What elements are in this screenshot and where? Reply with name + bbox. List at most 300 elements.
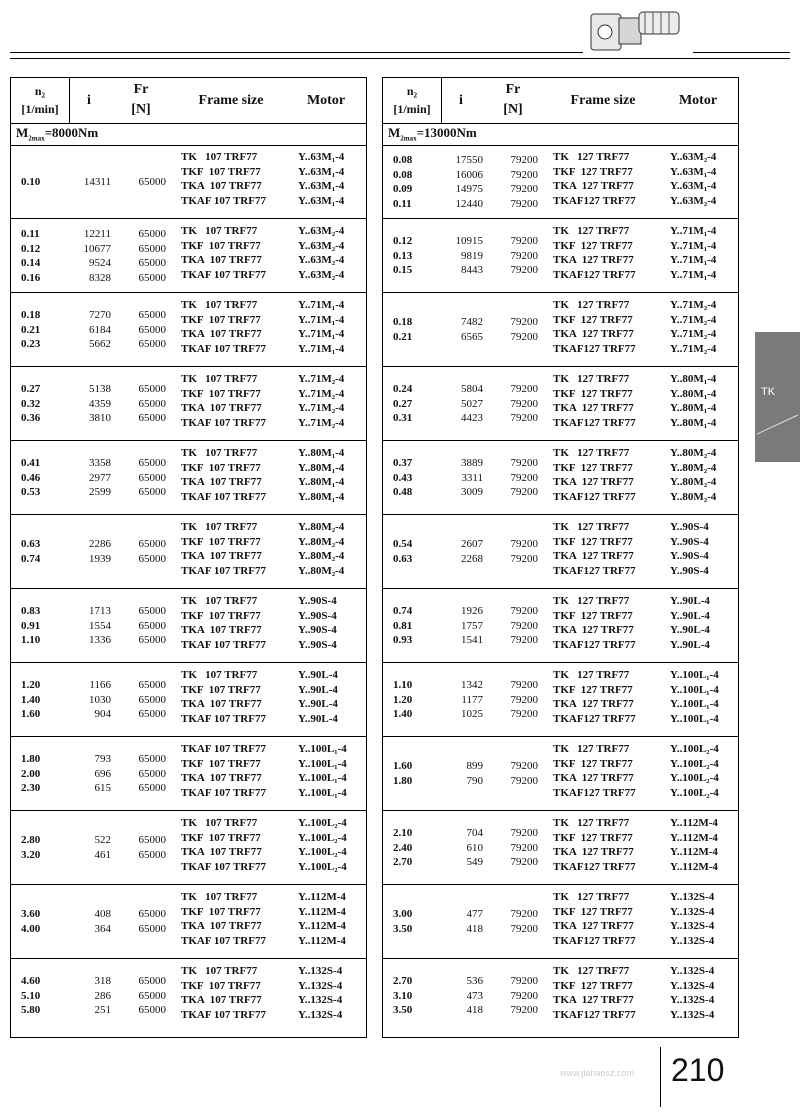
motor-list	[298, 964, 342, 1023]
frame-size: TKF 127 TRF77	[553, 461, 633, 474]
speed-cell: 0.41 0.46 0.53	[21, 457, 41, 499]
motor-type: Y..63M₂-4	[670, 195, 717, 208]
speed-cell: 0.08 0.08 0.09 0.11	[393, 154, 413, 211]
motor-type: Y..132S-4	[298, 965, 343, 977]
motor-type: Y..100L₁-4	[670, 698, 719, 711]
force-cell: 65000 65000	[138, 538, 166, 565]
motor-type: Y..71M₂-4	[298, 402, 345, 415]
motor-type: Y..100L₂-4	[670, 787, 719, 800]
speed-cell: 0.37 0.43 0.48	[393, 457, 413, 499]
frame-size: TKF 107 TRF77	[181, 683, 261, 696]
ratio-cell: 1166 1030 904	[89, 679, 111, 721]
frame-size: TKF 107 TRF77	[181, 757, 261, 770]
speed-cell: 0.18 0.21	[393, 316, 413, 343]
frame-size: TKAF127 TRF77	[553, 787, 636, 800]
motor-type: Y..90S-4	[298, 595, 337, 607]
motor-type: Y..100L₂-4	[670, 772, 719, 785]
motor-type: Y..90S-4	[670, 521, 709, 533]
table-row-group	[11, 146, 366, 219]
table-row-group	[383, 738, 738, 811]
motor-type: Y..90L-4	[670, 609, 710, 622]
frame-size: TKAF 107 TRF77	[181, 343, 266, 356]
force-cell: 79200 79200 79200	[510, 679, 538, 721]
motor-list	[298, 150, 344, 209]
motor-list	[670, 890, 714, 949]
col-frame: Frame size	[198, 93, 264, 108]
frame-size: TK 127 TRF77	[553, 965, 630, 977]
motor-type: Y..63M₂-4	[298, 225, 345, 237]
speed-cell: 0.27 0.32 0.36	[21, 383, 41, 425]
motor-type: Y..80M₂-4	[298, 535, 345, 548]
speed-cell: 0.83 0.91 1.10	[21, 605, 41, 647]
motor-list	[670, 668, 719, 727]
force-cell: 79200 79200 79200	[510, 457, 538, 499]
frame-size-list	[181, 224, 266, 283]
ratio-cell: 14311	[83, 176, 111, 188]
motor-type: Y..71M₁-4	[298, 299, 345, 311]
header-divider	[441, 78, 442, 123]
col-fr: Fr	[505, 82, 521, 97]
motor-list	[298, 298, 344, 357]
motor-type: Y..71M₁-4	[670, 269, 717, 282]
right-table	[382, 77, 739, 1038]
force-cell: 79200 79200 79200	[510, 605, 538, 647]
frame-size: TK 107 TRF77	[181, 151, 258, 163]
motor-type: Y..80M₂-4	[298, 565, 345, 578]
motor-list	[670, 298, 716, 357]
motor-type: Y..71M₂-4	[670, 299, 717, 311]
speed-cell: 1.20 1.40 1.60	[21, 679, 41, 721]
frame-size: TKA 107 TRF77	[181, 550, 262, 563]
frame-size: TKA 107 TRF77	[181, 920, 262, 933]
force-cell: 65000 65000 65000	[138, 605, 166, 647]
frame-size: TKF 107 TRF77	[181, 905, 261, 918]
motor-type: Y..80M₂-4	[298, 550, 345, 563]
motor-type: Y..80M₁-4	[298, 476, 345, 489]
motor-list	[298, 224, 344, 283]
frame-size: TKA 127 TRF77	[553, 254, 634, 267]
motor-type: Y..132S-4	[670, 965, 715, 977]
frame-size: TKF 107 TRF77	[181, 239, 261, 252]
motor-type: Y..100L₁-4	[298, 757, 347, 770]
frame-size-list	[181, 594, 266, 653]
col-fr: Fr	[133, 82, 149, 97]
frame-size: TKF 127 TRF77	[553, 165, 633, 178]
force-cell: 65000 65000 65000 65000	[138, 228, 166, 285]
speed-cell: 1.60 1.80	[393, 760, 413, 787]
speed-cell: 3.00 3.50	[393, 908, 413, 935]
frame-size: TKAF 107 TRF77	[181, 713, 266, 726]
frame-size: TKA 107 TRF77	[181, 328, 262, 341]
ratio-cell: 2607 2268	[461, 538, 483, 565]
motor-list	[298, 372, 344, 431]
speed-cell: 0.63 0.74	[21, 538, 41, 565]
frame-size: TKF 127 TRF77	[553, 905, 633, 918]
frame-size: TKA 107 TRF77	[181, 254, 262, 267]
frame-size: TKAF127 TRF77	[553, 861, 636, 874]
col-i: i	[459, 93, 463, 108]
motor-type: Y..100L₂-4	[298, 831, 347, 844]
table-row-group	[11, 294, 366, 367]
gear-motor-icon	[583, 0, 693, 58]
frame-size: TKAF 107 TRF77	[181, 639, 266, 652]
frame-size: TKA 107 TRF77	[181, 846, 262, 859]
frame-size: TKAF 107 TRF77	[181, 565, 266, 578]
motor-type: Y..71M₁-4	[670, 225, 717, 237]
frame-size: TKAF127 TRF77	[553, 343, 636, 356]
left-table	[10, 77, 367, 1038]
table-row-group	[383, 294, 738, 367]
torque-label: $M_{2max}=13000Nm$	[388, 125, 477, 143]
frame-size: TKF 107 TRF77	[181, 831, 261, 844]
motor-type: Y..112M-4	[670, 846, 718, 859]
motor-type: Y..63M₁-4	[298, 165, 345, 178]
section-tab-label: TK	[761, 386, 776, 398]
ratio-cell: 477 418	[466, 908, 483, 935]
frame-size: TKAF 107 TRF77	[181, 1009, 266, 1022]
frame-size: TKAF127 TRF77	[553, 935, 636, 948]
motor-type: Y..90L-4	[670, 639, 710, 652]
motor-type: Y..71M₁-4	[298, 343, 345, 356]
frame-size: TK 127 TRF77	[553, 743, 630, 755]
motor-type: Y..71M₁-4	[670, 239, 717, 252]
frame-size: TK 127 TRF77	[553, 891, 630, 903]
speed-cell: 4.60 5.10 5.80	[21, 975, 41, 1017]
motor-type: Y..80M₂-4	[298, 521, 345, 533]
motor-type: Y..63M₁-4	[670, 180, 717, 193]
table-row-group	[383, 146, 738, 219]
frame-size-list	[181, 668, 266, 727]
frame-size-list	[553, 594, 636, 653]
ratio-cell: 522 461	[94, 834, 111, 861]
ratio-cell: 1342 1177 1025	[461, 679, 483, 721]
speed-cell: 1.80 2.00 2.30	[21, 753, 41, 795]
frame-size: TKAF 107 TRF77	[181, 787, 266, 800]
motor-type: Y..90L-4	[298, 669, 338, 681]
motor-type: Y..80M₁-4	[670, 402, 717, 415]
frame-size: TKAF127 TRF77	[553, 269, 636, 282]
motor-type: Y..90S-4	[670, 550, 709, 563]
frame-size: TKA 127 TRF77	[553, 180, 634, 193]
motor-type: Y..63M₂-4	[298, 254, 345, 267]
frame-size: TKA 107 TRF77	[181, 180, 262, 193]
force-cell: 79200 79200 79200	[510, 383, 538, 425]
frame-size: TK 127 TRF77	[553, 373, 630, 385]
frame-size: TK 107 TRF77	[181, 595, 258, 607]
frame-size: TKAF 107 TRF77	[181, 743, 266, 755]
force-cell: 65000	[138, 176, 166, 188]
frame-size: TKAF127 TRF77	[553, 565, 636, 578]
frame-size: TK 127 TRF77	[553, 669, 630, 681]
motor-type: Y..80M₁-4	[298, 447, 345, 459]
motor-list	[298, 520, 344, 579]
motor-type: Y..71M₂-4	[670, 343, 717, 356]
table-row-group	[11, 664, 366, 737]
motor-type: Y..112M-4	[298, 935, 346, 948]
motor-list	[670, 224, 716, 283]
motor-type: Y..63M₂-4	[298, 239, 345, 252]
motor-type: Y..90S-4	[298, 624, 337, 637]
ratio-cell: 2286 1939	[89, 538, 111, 565]
motor-list	[298, 890, 346, 949]
col-n2: n₂	[406, 84, 418, 98]
ratio-cell: 536 473 418	[466, 975, 483, 1017]
table-row-group	[383, 368, 738, 441]
speed-cell: 0.12 0.13 0.15	[393, 235, 413, 277]
table-row-group	[11, 368, 366, 441]
frame-size: TKA 127 TRF77	[553, 624, 634, 637]
ratio-cell: 1926 1757 1541	[461, 605, 483, 647]
frame-size: TKA 107 TRF77	[181, 772, 262, 785]
motor-list	[670, 816, 718, 875]
table-row-group	[383, 664, 738, 737]
force-cell: 79200 79200	[510, 760, 538, 787]
speed-cell: 2.80 3.20	[21, 834, 41, 861]
force-cell: 79200 79200	[510, 908, 538, 935]
frame-size: TKF 107 TRF77	[181, 609, 261, 622]
table-row-group	[383, 220, 738, 293]
col-n2-unit: [1/min]	[21, 102, 59, 116]
speed-cell: 2.10 2.40 2.70	[393, 827, 413, 869]
frame-size: TK 127 TRF77	[553, 817, 630, 829]
frame-size: TK 127 TRF77	[553, 299, 630, 311]
frame-size: TKF 127 TRF77	[553, 757, 633, 770]
ratio-cell: 3889 3311 3009	[461, 457, 483, 499]
motor-list	[670, 446, 716, 505]
motor-list	[298, 742, 347, 801]
table-row-group	[383, 590, 738, 663]
frame-size-list	[553, 520, 636, 579]
frame-size: TKAF 107 TRF77	[181, 861, 266, 874]
frame-size: TK 127 TRF77	[553, 225, 630, 237]
section-tab[interactable]	[755, 332, 800, 462]
ratio-cell: 7270 6184 5662	[89, 309, 111, 351]
ratio-cell: 5138 4359 3810	[89, 383, 111, 425]
frame-size-list	[181, 372, 266, 431]
motor-type: Y..80M₁-4	[298, 491, 345, 504]
frame-size-list	[181, 890, 266, 949]
frame-size: TKAF127 TRF77	[553, 491, 636, 504]
frame-size: TK 107 TRF77	[181, 521, 258, 533]
ratio-cell: 408 364	[94, 908, 111, 935]
force-cell: 79200 79200 79200	[510, 975, 538, 1017]
motor-type: Y..71M₂-4	[670, 328, 717, 341]
table-row-group	[11, 590, 366, 663]
frame-size-list	[181, 298, 266, 357]
frame-size: TKA 127 TRF77	[553, 550, 634, 563]
motor-type: Y..100L₁-4	[298, 743, 347, 755]
frame-size-list	[553, 150, 636, 209]
force-cell: 79200 79200 79200 79200	[510, 154, 538, 211]
force-cell: 65000 65000	[138, 834, 166, 861]
frame-size: TK 107 TRF77	[181, 891, 258, 903]
frame-size: TKAF127 TRF77	[553, 713, 636, 726]
motor-type: Y..112M-4	[670, 817, 718, 829]
force-cell: 65000 65000 65000	[138, 679, 166, 721]
speed-cell: 0.18 0.21 0.23	[21, 309, 41, 351]
table-row-group	[383, 886, 738, 959]
table-row-group	[11, 220, 366, 293]
motor-type: Y..90S-4	[670, 535, 709, 548]
motor-type: Y..132S-4	[670, 994, 715, 1007]
motor-type: Y..90L-4	[298, 713, 338, 726]
frame-size: TK 107 TRF77	[181, 373, 258, 385]
speed-cell: 1.10 1.20 1.40	[393, 679, 413, 721]
motor-type: Y..132S-4	[670, 1009, 715, 1022]
motor-type: Y..71M₁-4	[298, 328, 345, 341]
frame-size-list	[553, 964, 636, 1023]
motor-type: Y..100L₁-4	[670, 713, 719, 726]
tab-decor-line	[757, 415, 798, 435]
frame-size: TKA 127 TRF77	[553, 402, 634, 415]
motor-list	[670, 150, 716, 209]
frame-size: TK 107 TRF77	[181, 965, 258, 977]
motor-type: Y..132S-4	[298, 979, 343, 992]
motor-type: Y..71M₂-4	[670, 313, 717, 326]
frame-size: TKF 127 TRF77	[553, 831, 633, 844]
motor-type: Y..71M₂-4	[298, 417, 345, 430]
frame-size: TKA 127 TRF77	[553, 994, 634, 1007]
frame-size: TKAF127 TRF77	[553, 417, 636, 430]
table-row-group	[11, 738, 366, 811]
motor-type: Y..90L-4	[670, 595, 710, 607]
motor-list	[298, 446, 344, 505]
frame-size-list	[181, 964, 266, 1023]
frame-size: TK 107 TRF77	[181, 299, 258, 311]
speed-cell: 2.70 3.10 3.50	[393, 975, 413, 1017]
motor-type: Y..132S-4	[670, 979, 715, 992]
footer-url: www.jiahaosz.com	[560, 1068, 635, 1078]
frame-size: TK 107 TRF77	[181, 817, 258, 829]
ratio-cell: 793 696 615	[94, 753, 111, 795]
frame-size: TKA 127 TRF77	[553, 476, 634, 489]
frame-size-list	[553, 446, 636, 505]
motor-type: Y..112M-4	[298, 905, 346, 918]
ratio-cell: 12211 10677 9524 8328	[83, 228, 111, 285]
frame-size-list	[181, 446, 266, 505]
motor-type: Y..63M₁-4	[298, 195, 345, 208]
frame-size: TKAF 107 TRF77	[181, 491, 266, 504]
motor-type: Y..112M-4	[670, 861, 718, 874]
force-cell: 65000 65000 65000	[138, 309, 166, 351]
frame-size: TK 127 TRF77	[553, 447, 630, 459]
motor-type: Y..132S-4	[670, 905, 715, 918]
motor-type: Y..80M₂-4	[670, 476, 717, 489]
top-rule-2	[10, 58, 790, 59]
ratio-cell: 17550 16006 14975 12440	[455, 154, 483, 211]
motor-list	[670, 372, 716, 431]
motor-type: Y..100L₁-4	[298, 772, 347, 785]
force-cell: 79200 79200	[510, 316, 538, 343]
frame-size: TKA 107 TRF77	[181, 402, 262, 415]
frame-size: TKAF127 TRF77	[553, 1009, 636, 1022]
frame-size: TK 107 TRF77	[181, 447, 258, 459]
speed-cell: 0.54 0.63	[393, 538, 413, 565]
frame-size-list	[181, 520, 266, 579]
frame-size: TKF 127 TRF77	[553, 535, 633, 548]
motor-type: Y..90L-4	[670, 624, 710, 637]
force-cell: 79200 79200	[510, 538, 538, 565]
frame-size-list	[553, 298, 636, 357]
motor-type: Y..100L₂-4	[298, 817, 347, 829]
motor-list	[670, 742, 719, 801]
table-row-group	[11, 812, 366, 885]
frame-size: TKF 107 TRF77	[181, 313, 261, 326]
frame-size: TKF 127 TRF77	[553, 683, 633, 696]
motor-type: Y..80M₂-4	[670, 491, 717, 504]
frame-size: TK 127 TRF77	[553, 521, 630, 533]
frame-size: TKA 127 TRF77	[553, 698, 634, 711]
left-table-header	[11, 78, 366, 124]
motor-type: Y..100L₂-4	[670, 757, 719, 770]
motor-list	[298, 594, 337, 653]
col-fr-unit: [N]	[503, 102, 523, 117]
frame-size: TK 107 TRF77	[181, 225, 258, 237]
motor-type: Y..71M₂-4	[298, 373, 345, 385]
frame-size: TKAF127 TRF77	[553, 195, 636, 208]
motor-type: Y..90L-4	[298, 683, 338, 696]
frame-size: TK 127 TRF77	[553, 595, 630, 607]
frame-size: TKAF 107 TRF77	[181, 417, 266, 430]
motor-type: Y..132S-4	[298, 994, 343, 1007]
motor-type: Y..132S-4	[670, 891, 715, 903]
frame-size: TKF 127 TRF77	[553, 979, 633, 992]
speed-cell: 0.24 0.27 0.31	[393, 383, 413, 425]
page-number: 210	[671, 1052, 725, 1088]
force-cell: 65000 65000 65000	[138, 383, 166, 425]
frame-size-list	[553, 668, 636, 727]
right-table-header	[383, 78, 738, 124]
motor-list	[298, 816, 347, 875]
motor-type: Y..132S-4	[298, 1009, 343, 1022]
motor-list	[670, 964, 714, 1023]
frame-size-list	[553, 816, 636, 875]
table-row-group	[11, 442, 366, 515]
motor-list	[670, 594, 710, 653]
col-frame: Frame size	[570, 93, 636, 108]
speed-cell: 0.11 0.12 0.14 0.16	[21, 228, 41, 285]
motor-type: Y..80M₁-4	[670, 387, 717, 400]
frame-size-list	[181, 816, 266, 875]
col-n2: n₂	[34, 84, 46, 98]
motor-type: Y..132S-4	[670, 935, 715, 948]
frame-size: TKA 107 TRF77	[181, 624, 262, 637]
motor-type: Y..100L₂-4	[298, 846, 347, 859]
force-cell: 65000 65000 65000	[138, 753, 166, 795]
motor-type: Y..63M₂-4	[298, 269, 345, 282]
motor-list	[670, 520, 709, 579]
table-row-group	[11, 886, 366, 959]
table-row-group	[383, 442, 738, 515]
frame-size: TK 107 TRF77	[181, 669, 258, 681]
motor-type: Y..112M-4	[670, 831, 718, 844]
motor-type: Y..80M₂-4	[670, 447, 717, 459]
force-cell: 65000 65000 65000	[138, 457, 166, 499]
frame-size-list	[181, 150, 266, 209]
motor-type: Y..71M₁-4	[298, 313, 345, 326]
frame-size-list	[553, 372, 636, 431]
motor-type: Y..132S-4	[670, 920, 715, 933]
motor-type: Y..80M₂-4	[670, 461, 717, 474]
motor-list	[298, 668, 338, 727]
ratio-cell: 1713 1554 1336	[89, 605, 111, 647]
motor-type: Y..63M₁-4	[670, 165, 717, 178]
force-cell: 65000 65000	[138, 908, 166, 935]
frame-size: TKA 127 TRF77	[553, 920, 634, 933]
torque-label: $M_{2max}=8000Nm$	[16, 125, 99, 143]
force-cell: 65000 65000 65000	[138, 975, 166, 1017]
ratio-cell: 899 790	[466, 760, 483, 787]
